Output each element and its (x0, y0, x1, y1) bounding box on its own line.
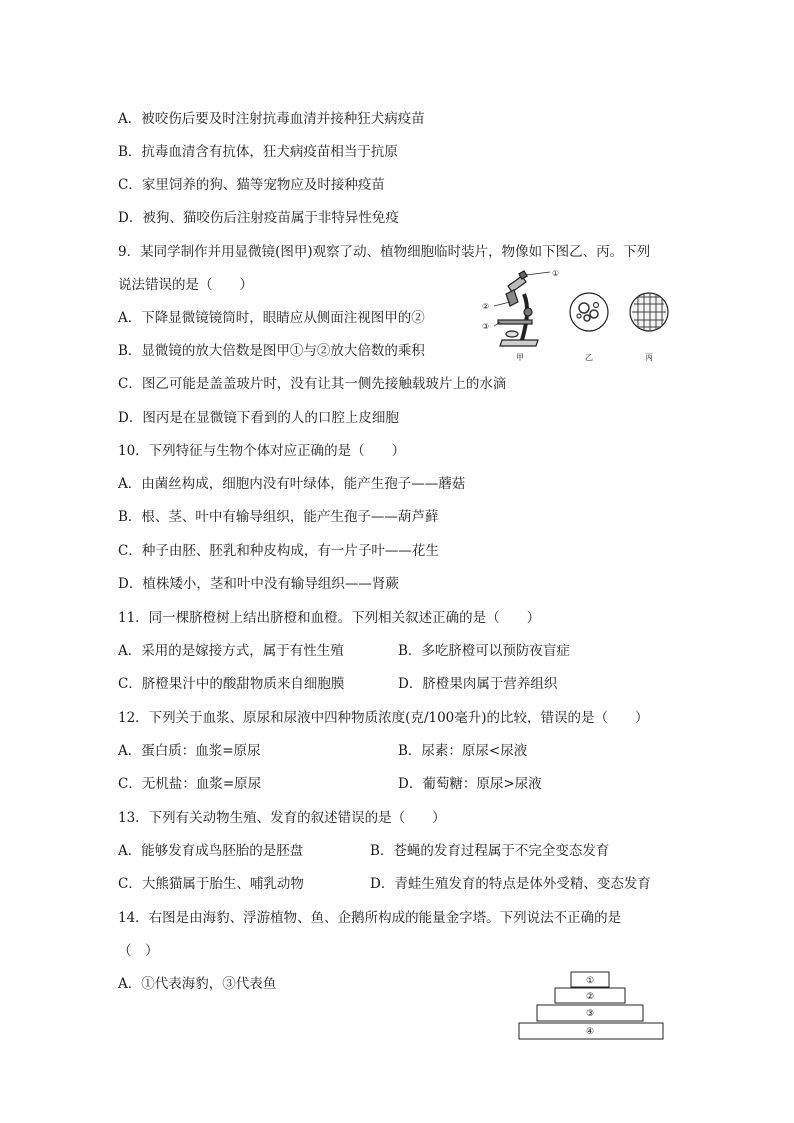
q10-option-c: C．种子由胚、胚乳和种皮构成，有一片子叶——花生 (118, 543, 439, 559)
q12-option-c: C．无机盐：血浆=原尿 (118, 776, 262, 792)
q8-option-d: D．被狗、猫咬伤后注射疫苗属于非特异性免疫 (118, 210, 399, 226)
q10-option-b: B．根、茎、叶中有输导组织，能产生孢子——葫芦藓 (118, 509, 439, 525)
pyramid-label-2: ② (585, 992, 595, 1002)
q13-option-a: A．能够发育成鸟胚胎的是胚盘 (118, 843, 304, 859)
q9-option-d: D．图丙是在显微镜下看到的人的口腔上皮细胞 (118, 410, 399, 426)
pyramid-label-4: ④ (585, 1027, 595, 1037)
q12-option-b: B．尿素：原尿<尿液 (398, 743, 528, 759)
q11-option-a: A．采用的是嫁接方式，属于有性生殖 (118, 643, 344, 659)
label-bing: 丙 (645, 353, 653, 362)
q14-stem-line2: （ ） (118, 943, 159, 959)
label-jia: 甲 (516, 353, 524, 362)
q12-stem: 12．下列关于血浆、原尿和尿液中四种物质浓度(克/100毫升)的比较，错误的是（ ） (118, 710, 649, 726)
marker-3-label: ③ (482, 322, 490, 331)
q13-option-b: B．苍蝇的发育过程属于不完全变态发育 (370, 843, 610, 859)
q8-option-b: B．抗毒血清含有抗体，狂犬病疫苗相当于抗原 (118, 144, 398, 160)
q9-option-b: B．显微镜的放大倍数是图甲①与②放大倍数的乘积 (118, 343, 425, 359)
q11-stem: 11．同一棵脐橙树上结出脐橙和血橙。下列相关叙述正确的是（ ） (118, 610, 541, 626)
q10-stem: 10．下列特征与生物个体对应正确的是（ ） (118, 443, 406, 459)
q13-option-d: D．青蛙生殖发育的特点是体外受精、变态发育 (370, 876, 651, 892)
q9-stem-line1: 9．某同学制作并用显微镜(图甲)观察了动、植物细胞临时装片，物像如下图乙、丙。下列 (118, 244, 651, 260)
q9-stem-line2: 说法错误的是（ ） (118, 277, 253, 293)
pyramid-label-1: ① (585, 976, 595, 986)
q13-stem: 13．下列有关动物生殖、发育的叙述错误的是（ ） (118, 810, 446, 826)
view-bing-illustration (630, 293, 668, 331)
pyramid-label-3: ③ (585, 1009, 595, 1019)
q11-option-b: B．多吃脐橙可以预防夜盲症 (398, 643, 570, 659)
q9-option-c: C．图乙可能是盖盖玻片时，没有让其一侧先接触载玻片上的水滴 (118, 376, 507, 392)
q8-option-c: C．家里饲养的狗、猫等宠物应及时接种疫苗 (118, 177, 385, 193)
q11-option-d: D．脐橙果肉属于营养组织 (398, 676, 558, 692)
view-yi-illustration (570, 293, 608, 331)
label-yi: 乙 (585, 353, 593, 362)
q13-option-c: C．大熊猫属于胎生、哺乳动物 (118, 876, 304, 892)
q10-option-a: A．由菌丝构成，细胞内没有叶绿体，能产生孢子——蘑菇 (118, 476, 466, 492)
q8-option-a: A．被咬伤后要及时注射抗毒血清并接种狂犬病疫苗 (118, 111, 425, 127)
microscope-illustration (494, 271, 550, 346)
marker-2-label: ② (482, 302, 490, 311)
marker-1-label: ① (552, 269, 560, 278)
q14-stem-line1: 14．右图是由海豹、浮游植物、鱼、企鹅所构成的能量金字塔。下列说法不正确的是 (118, 910, 622, 926)
q14-option-a: A．①代表海豹，③代表鱼 (118, 976, 277, 992)
q11-option-c: C．脐橙果汁中的酸甜物质来自细胞膜 (118, 676, 345, 692)
q9-microscope-figure (478, 268, 688, 364)
q9-option-a: A．下降显微镜镜筒时，眼睛应从侧面注视图甲的② (118, 310, 425, 326)
q14-energy-pyramid (516, 968, 678, 1042)
q10-option-d: D．植株矮小，茎和叶中没有输导组织——肾蕨 (118, 576, 399, 592)
q12-option-d: D．葡萄糖：原尿>尿液 (398, 776, 542, 792)
q12-option-a: A．蛋白质：血浆=原尿 (118, 743, 261, 759)
